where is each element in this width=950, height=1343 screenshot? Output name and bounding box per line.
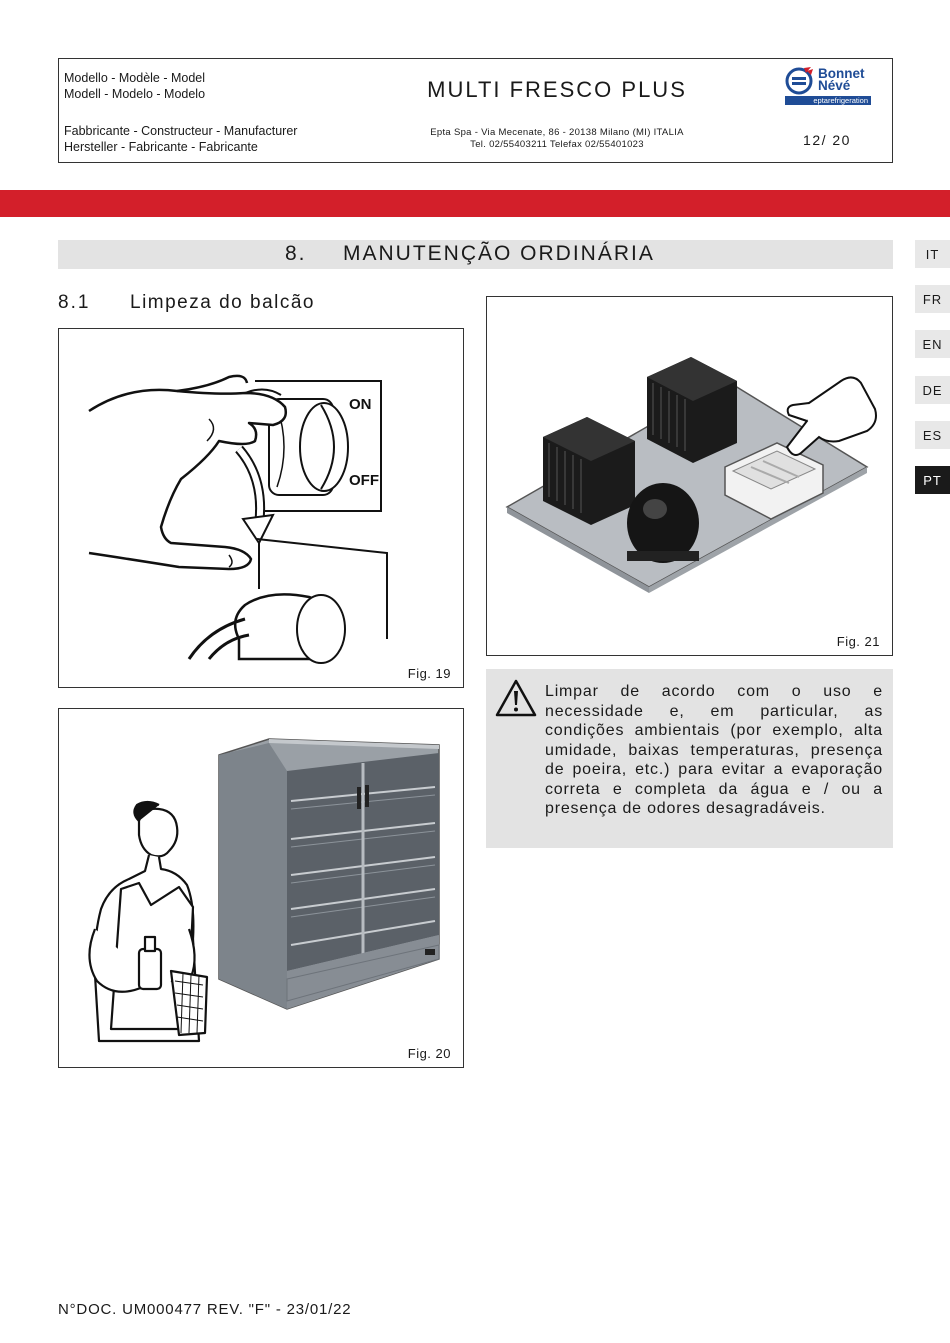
power-switch-illustration bbox=[59, 329, 464, 688]
accent-bar bbox=[0, 190, 950, 217]
lang-tab-it[interactable]: IT bbox=[915, 240, 950, 268]
subsection-number: 8.1 bbox=[58, 292, 91, 313]
document-reference: N°DOC. UM000477 REV. "F" - 23/01/22 bbox=[58, 1301, 352, 1318]
warning-box bbox=[486, 669, 893, 848]
figure-20 bbox=[58, 708, 464, 1068]
section-title: MANUTENÇÃO ORDINÁRIA bbox=[343, 242, 655, 265]
address-line2: Tel. 02/55403211 Telefax 02/55401023 bbox=[470, 139, 644, 150]
cabinet-cleaning-illustration bbox=[59, 709, 464, 1068]
document-header bbox=[58, 58, 893, 163]
section-number: 8. bbox=[285, 242, 307, 265]
subsection-title: Limpeza do balcão bbox=[130, 292, 315, 313]
page-number: 12/ 20 bbox=[803, 132, 851, 148]
warning-text: Limpar de acordo com o uso e necessidade e, em particular, as condições ambientais (por exemplo, alta umidade, baixas temperaturas, presença de poeira, etc.) para evitar a evaporação correta e completa da água e / ou a presença de odores desagradáveis. bbox=[545, 683, 883, 817]
logo-emblem-icon bbox=[785, 67, 815, 95]
product-name: MULTI FRESCO PLUS bbox=[427, 77, 687, 102]
lang-tab-en[interactable]: EN bbox=[915, 330, 950, 358]
model-label-line1: Modello - Modèle - Model bbox=[64, 71, 206, 85]
address-line1: Epta Spa - Via Mecenate, 86 - 20138 Milano (MI) ITALIA bbox=[430, 127, 684, 138]
logo-text-neve: Névé bbox=[818, 78, 851, 93]
figure-20-caption: Fig. 20 bbox=[407, 1046, 451, 1061]
manufacturer-label-cell bbox=[59, 117, 353, 163]
figure-19 bbox=[58, 328, 464, 688]
warning-triangle-icon bbox=[495, 679, 537, 717]
logo-text-bonnet: Bonnet bbox=[818, 66, 865, 81]
manufacturer-address bbox=[353, 117, 761, 163]
lang-tab-de[interactable]: DE bbox=[915, 376, 950, 404]
logo-tagline: eptarefrigeration bbox=[785, 96, 871, 105]
brand-logo bbox=[785, 67, 871, 107]
switch-off-label: OFF bbox=[349, 472, 379, 489]
manufacturer-label-line1: Fabbricante - Constructeur - Manufacturer bbox=[64, 124, 298, 138]
lang-tab-fr[interactable]: FR bbox=[915, 285, 950, 313]
manufacturer-label-line2: Hersteller - Fabricante - Fabricante bbox=[64, 140, 258, 154]
model-label-cell bbox=[59, 59, 353, 117]
model-label-line2: Modell - Modelo - Modelo bbox=[64, 87, 206, 101]
figure-21 bbox=[486, 296, 893, 656]
switch-on-label: ON bbox=[349, 396, 372, 413]
condensing-unit-illustration bbox=[487, 297, 893, 656]
figure-21-caption: Fig. 21 bbox=[836, 634, 880, 649]
figure-19-caption: Fig. 19 bbox=[407, 666, 451, 681]
lang-tab-es[interactable]: ES bbox=[915, 421, 950, 449]
brand-logo-cell bbox=[761, 59, 893, 117]
lang-tab-pt[interactable]: PT bbox=[915, 466, 950, 494]
